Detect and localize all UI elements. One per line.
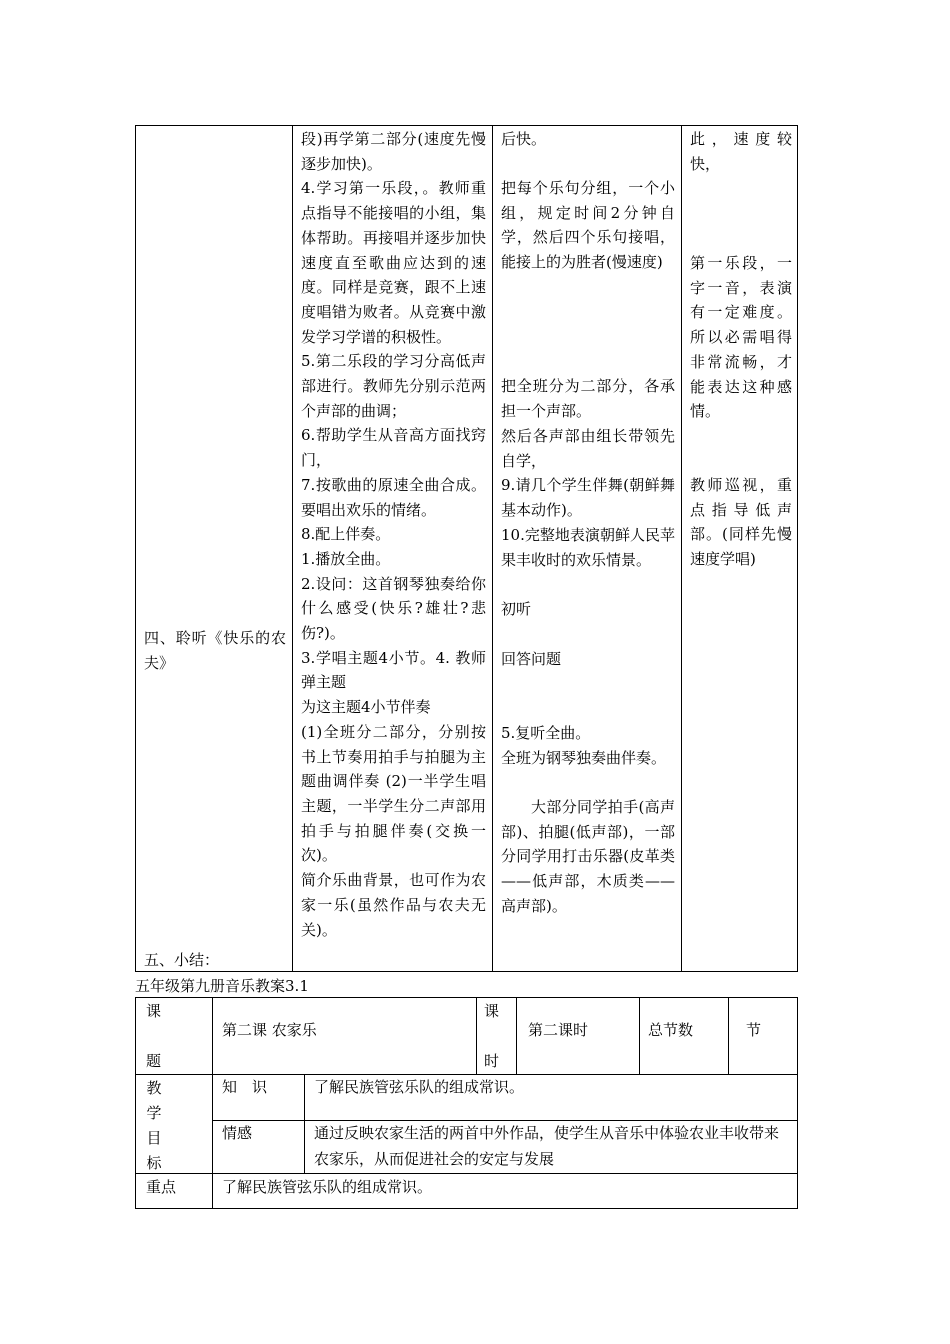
step-text: 3.学唱主题4小节。4. 教师弹主题 <box>301 648 486 692</box>
column-divider <box>212 998 213 1208</box>
section5-title: 五、小结： <box>144 951 220 969</box>
lesson-period: 第二课时 <box>528 1021 589 1039</box>
step-text: 1.播放全曲。 <box>301 549 391 568</box>
section-title-column <box>136 126 293 971</box>
teacher-activity-text <box>301 127 486 942</box>
step-text: 5.第二乐段的学习分高低声部进行。教师先分别示范两个声部的曲调； <box>301 352 486 420</box>
goal-char: 标 <box>146 1154 162 1172</box>
step-text: 6.帮助学生从音高方面找窍门， <box>301 426 486 470</box>
student-text-e: 9.请几个学生伴舞(朝鲜舞基本动作)。 <box>501 476 675 519</box>
student-activity-column <box>493 126 682 971</box>
teacher-activity-column <box>293 126 493 971</box>
intent-text-b: 第一乐段，一字一音，表演有一定难度。所以必需唱得非常流畅，才能表达这种感情。 <box>690 254 792 421</box>
key-point-label: 重点 <box>146 1178 177 1196</box>
teaching-process-table <box>135 125 798 972</box>
step-text: 2.设问：这首钢琴独奏给你什么感受(快乐?雄壮?悲伤?)。 <box>301 574 486 643</box>
student-text-k: 大部分同学拍手(高声部)、拍腿(低声部)，一部分同学用打击乐器(皮革类——低声部，木质类——高声部)。 <box>501 798 675 915</box>
emotion-text: 通过反映农家生活的两首中外作品，使学生从音乐中体验农业丰收带来农家乐，从而促进社会的安定与发展 <box>314 1124 780 1168</box>
step-text: 4.学习第一乐段，。教师重点指导不能接唱的小组，集体帮助。再接唱并逐步加快速度直至歌曲应达到的速度。同样是竞赛，跟不上速度唱错为败者。从竞赛中激发学习学谱的积极性。 <box>301 179 486 346</box>
design-intent-column <box>682 126 798 971</box>
student-text-i: 5.复听全曲。 <box>501 724 591 742</box>
total-periods-label: 总节数 <box>648 1021 694 1039</box>
student-text-f: 10.完整地表演朝鲜人民苹果丰收时的欢乐情景。 <box>501 526 675 569</box>
step-text: (1)全班分二部分，分别按书上节奏用拍手与拍腿为主题曲调伴奏 (2)一半学生唱主题，一半学生分二声部用拍手与拍腿伴奏(交换一次)。 <box>301 722 486 865</box>
student-text-b: 把每个乐句分组，一个小组，规定时间2分钟自学，然后四个乐句接唱，能接上的为胜者(慢速度) <box>501 179 675 272</box>
shi-label: 时 <box>484 1052 500 1070</box>
jie-label: 节 <box>746 1021 762 1039</box>
column-divider <box>728 998 729 1074</box>
step-text: 为这主题4小节伴奏 <box>301 698 431 717</box>
goal-char: 教 <box>146 1079 162 1097</box>
knowledge-text: 了解民族管弦乐队的组成常识。 <box>314 1078 525 1096</box>
student-text-c: 把全班分为二部分，各承担一个声部。 <box>501 377 675 420</box>
ke2-label: 课 <box>484 1002 500 1020</box>
column-divider <box>516 998 517 1074</box>
intent-text-a: 此，速度较快， <box>690 130 792 173</box>
intent-text-c: 教师巡视，重点指导低声部。(同样先慢速度学唱) <box>690 476 792 569</box>
step-text: 段)再学第二部分(速度先慢逐步加快)。 <box>301 130 486 173</box>
column-divider <box>476 998 477 1074</box>
lesson-plan-caption: 五年级第九册音乐教案3.1 <box>135 977 309 995</box>
student-text-h: 回答问题 <box>501 650 562 668</box>
student-text-a: 后快。 <box>501 130 547 148</box>
goal-char: 学 <box>146 1104 162 1122</box>
student-text-j: 全班为钢琴独奏曲伴奏。 <box>501 749 667 767</box>
step-text: 8.配上伴奏。 <box>301 525 391 544</box>
ke-label: 课 <box>146 1002 162 1020</box>
knowledge-label: 知 识 <box>222 1078 268 1096</box>
key-point-text: 了解民族管弦乐队的组成常识。 <box>222 1178 433 1196</box>
ti-label: 题 <box>146 1052 162 1070</box>
column-divider <box>304 1074 305 1173</box>
step-text: 7.按歌曲的原速全曲合成。要唱出欢乐的情绪。 <box>301 475 486 519</box>
emotion-label: 情感 <box>222 1124 253 1142</box>
lesson-header-table <box>135 997 798 1209</box>
section4-title: 四、聆听《快乐的农夫》 <box>144 629 286 672</box>
goal-char: 目 <box>146 1129 162 1147</box>
student-text-d: 然后各声部由组长带领先自学， <box>501 427 675 470</box>
lesson-title: 第二课 农家乐 <box>222 1021 317 1039</box>
student-text-g: 初听 <box>501 600 532 618</box>
step-text: 简介乐曲背景，也可作为农家一乐(虽然作品与农夫无关)。 <box>301 871 486 939</box>
column-divider <box>639 998 640 1074</box>
